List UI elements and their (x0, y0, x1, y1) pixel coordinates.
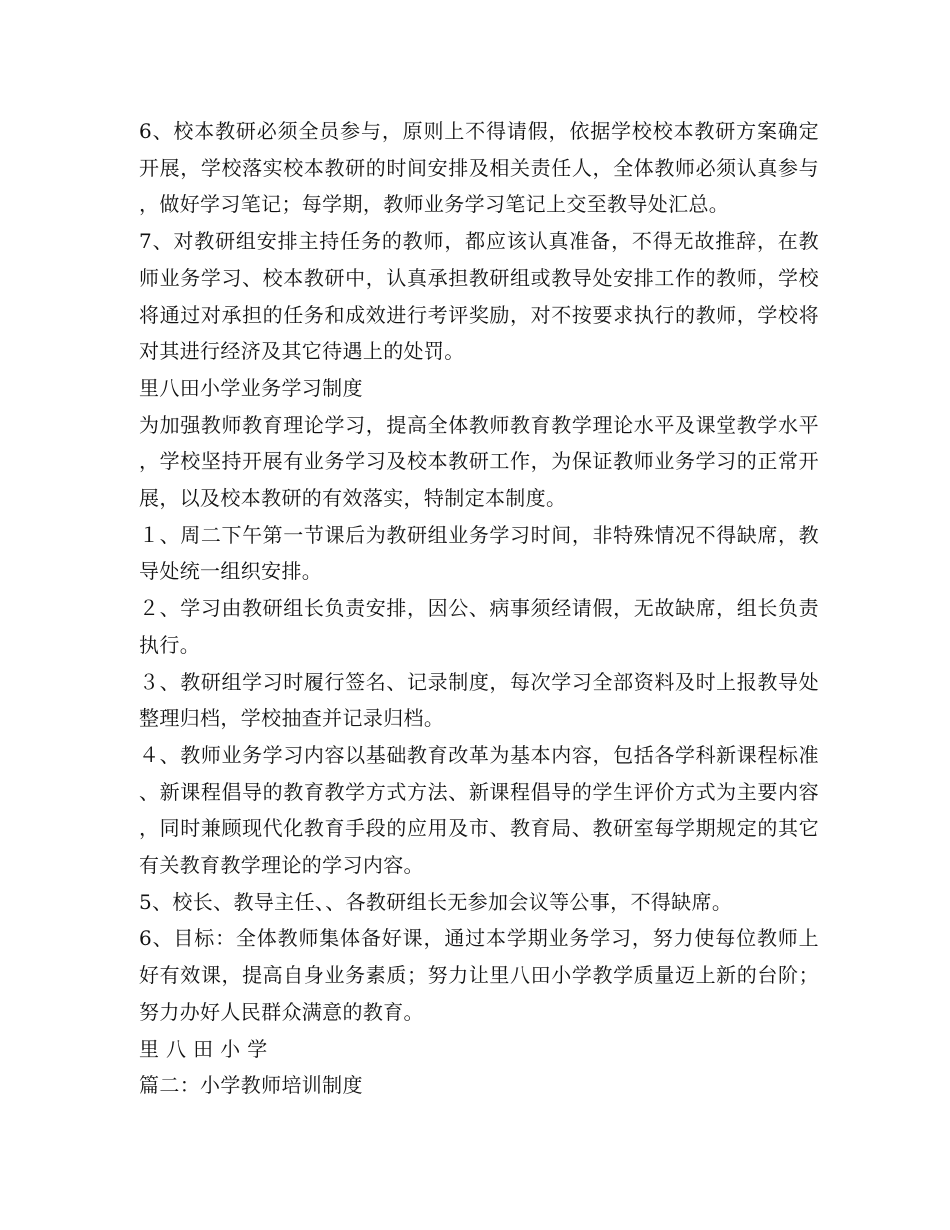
paragraph-rule-6-goal: 6、目标：全体教师集体备好课，通过本学期业务学习，努力使每位教师上好有效课，提高自身业务素质；努力让里八田小学教学质量迈上新的台阶；努力办好人民群众满意的教育。 (139, 926, 819, 1024)
paragraph-rule-1: １、周二下午第一节课后为教研组业务学习时间，非特殊情况不得缺席，教导处统一组织安排。 (139, 522, 819, 584)
signature-school-name: 里 八 田 小 学 (139, 1036, 268, 1061)
paragraph-rule-2: ２、学习由教研组长负责安排，因公、病事须经请假，无故缺席，组长负责执行。 (139, 596, 819, 657)
paragraph-intro: 为加强教师教育理论学习，提高全体教师教育教学理论水平及课堂教学水平，学校坚持开展有业务学习及校本教研工作，为保证教师业务学习的正常开展，以及校本教研的有效落实，特制定本制度。 (139, 412, 819, 511)
paragraph-rule-3: ３、教研组学习时履行签名、记录制度，每次学习全部资料及时上报教导处整理归档，学校抽查并记录归档。 (139, 669, 819, 731)
paragraph-rule-5: 5、校长、教导主任、、各教研组长无参加会议等公事，不得缺席。 (139, 889, 733, 914)
document-body (139, 113, 819, 1104)
paragraph-rule-6-participation: 6、校本教研必须全员参与，原则上不得请假，依据学校校本教研方案确定开展，学校落实校本教研的时间安排及相关责任人，全体教师必须认真参与，做好学习笔记；每学期，教师业务学习笔记上交至教导处汇总。 (139, 119, 819, 217)
next-section-heading: 篇二：小学教师培训制度 (139, 1073, 363, 1098)
paragraph-rule-4: ４、教师业务学习内容以基础教育改革为基本内容，包括各学科新课程标准、新课程倡导的教育教学方式方法、新课程倡导的学生评价方式为主要内容，同时兼顾现代化教育手段的应用及市、教育局、教研室每学期规定的其它有关教育教学理论的学习内容。 (139, 742, 819, 878)
paragraph-rule-7-hosting: 7、对教研组安排主持任务的教师，都应该认真准备，不得无故推辞，在教师业务学习、校本教研中，认真承担教研组或教导处安排工作的教师，学校将通过对承担的任务和成效进行考评奖励，对不按要求执行的教师，学校将对其进行经济及其它待遇上的处罚。 (139, 229, 819, 364)
section-heading: 里八田小学业务学习制度 (139, 375, 363, 400)
